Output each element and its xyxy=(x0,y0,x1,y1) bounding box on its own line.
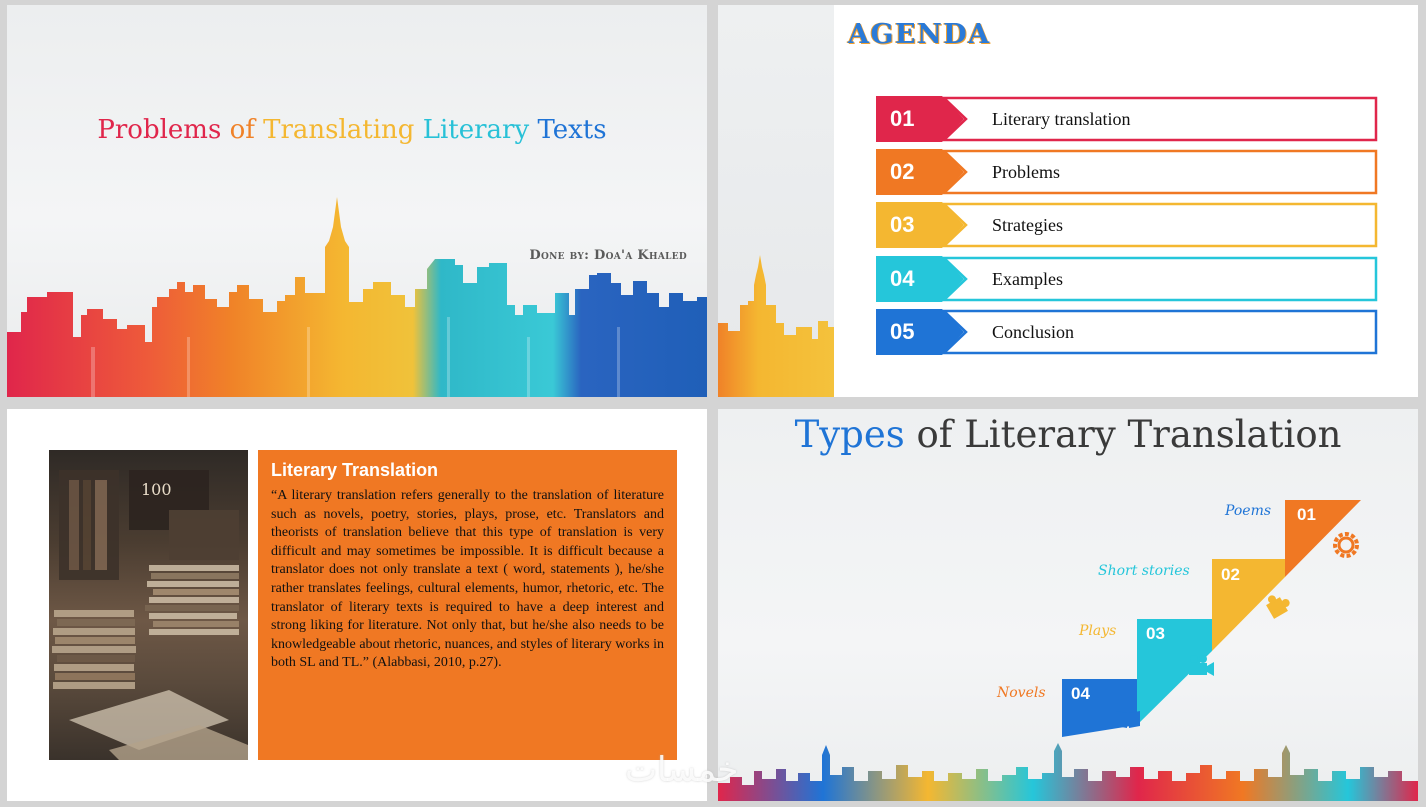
title-word: Problems xyxy=(97,115,222,145)
agenda-item-problems[interactable] xyxy=(876,149,1378,195)
agenda-number: 05 xyxy=(890,319,915,344)
agenda-number-badge xyxy=(876,202,942,248)
title-word: of xyxy=(229,115,255,145)
agenda-number: 02 xyxy=(890,159,915,184)
skyline-strip-illustration xyxy=(718,5,834,397)
author-credit: Done by: Doa'a Khaled xyxy=(529,248,687,263)
presentation-title xyxy=(7,115,697,145)
section-heading: Literary Translation xyxy=(271,460,439,480)
agenda-number-badge xyxy=(876,149,942,195)
step-number: 01 xyxy=(1297,505,1316,524)
agenda-title: AGENDA xyxy=(848,19,991,50)
step-number: 02 xyxy=(1221,565,1240,584)
skyline-panel xyxy=(718,5,834,397)
definition-box xyxy=(258,450,677,760)
photo-caption-text: 100 xyxy=(141,480,172,499)
slide-1-title[interactable] xyxy=(7,5,707,397)
step-number: 03 xyxy=(1146,624,1165,643)
bottom-skyline-illustration xyxy=(718,741,1418,801)
agenda-number: 04 xyxy=(890,266,915,291)
definition-quote: “A literary translation refers generally to the translation of literature such as novels, poetry, stories, plays, prose, etc. Translators and theorists of translation believe that this type of translation is very difficult and may sometimes be impossible. It is difficult because a translator does not only translate a text ( word, statements ), he/she rather translates feelings, cultural elements, humor, rhetoric, etc. The translator of literary texts is required to have a deep interest and strong liking for literature. Not only that, but he/she also needs to be knowledgeable about rhetoric, nuances, and styles of literary works in both SL and TL.” (Alabbasi, 2010, p.27). xyxy=(271,488,664,671)
agenda-label: Problems xyxy=(992,162,1061,182)
title-word: Texts xyxy=(537,115,607,145)
agenda-label: Literary translation xyxy=(992,109,1131,129)
step-label-short-stories: Short stories xyxy=(1098,563,1190,579)
gear-icon xyxy=(1335,534,1357,556)
agenda-number: 01 xyxy=(890,106,915,131)
city-skyline-illustration xyxy=(7,197,707,397)
slide-2-agenda[interactable] xyxy=(718,5,1418,397)
title-word: Literary xyxy=(422,115,530,145)
title-rest: of Literary Translation xyxy=(904,413,1342,456)
step-label-poems: Poems xyxy=(1225,503,1272,519)
title-word: Translating xyxy=(263,115,415,145)
step-label-plays: Plays xyxy=(1079,623,1117,639)
books-stack-illustration xyxy=(49,450,248,760)
agenda-item-examples[interactable] xyxy=(876,256,1378,302)
step-number: 04 xyxy=(1071,684,1090,703)
agenda-item-strategies[interactable] xyxy=(876,202,1378,248)
slide-3-literary-translation[interactable] xyxy=(7,409,707,801)
agenda-label: Strategies xyxy=(992,215,1063,235)
site-watermark: خمسات xyxy=(625,750,739,790)
agenda-number-badge xyxy=(876,309,942,355)
agenda-label: Examples xyxy=(992,269,1063,289)
slide-4-types[interactable] xyxy=(718,409,1418,801)
step-label-novels: Novels xyxy=(997,685,1046,701)
agenda-number-badge xyxy=(876,96,942,142)
agenda-item-literary-translation[interactable] xyxy=(876,96,1378,142)
agenda-item-conclusion[interactable] xyxy=(876,309,1378,355)
agenda-number: 03 xyxy=(890,212,915,237)
agenda-number-badge xyxy=(876,256,942,302)
video-camera-icon xyxy=(1189,655,1214,676)
title-accent: Types xyxy=(794,413,905,456)
agenda-label: Conclusion xyxy=(992,322,1075,342)
books-photo xyxy=(49,450,248,760)
